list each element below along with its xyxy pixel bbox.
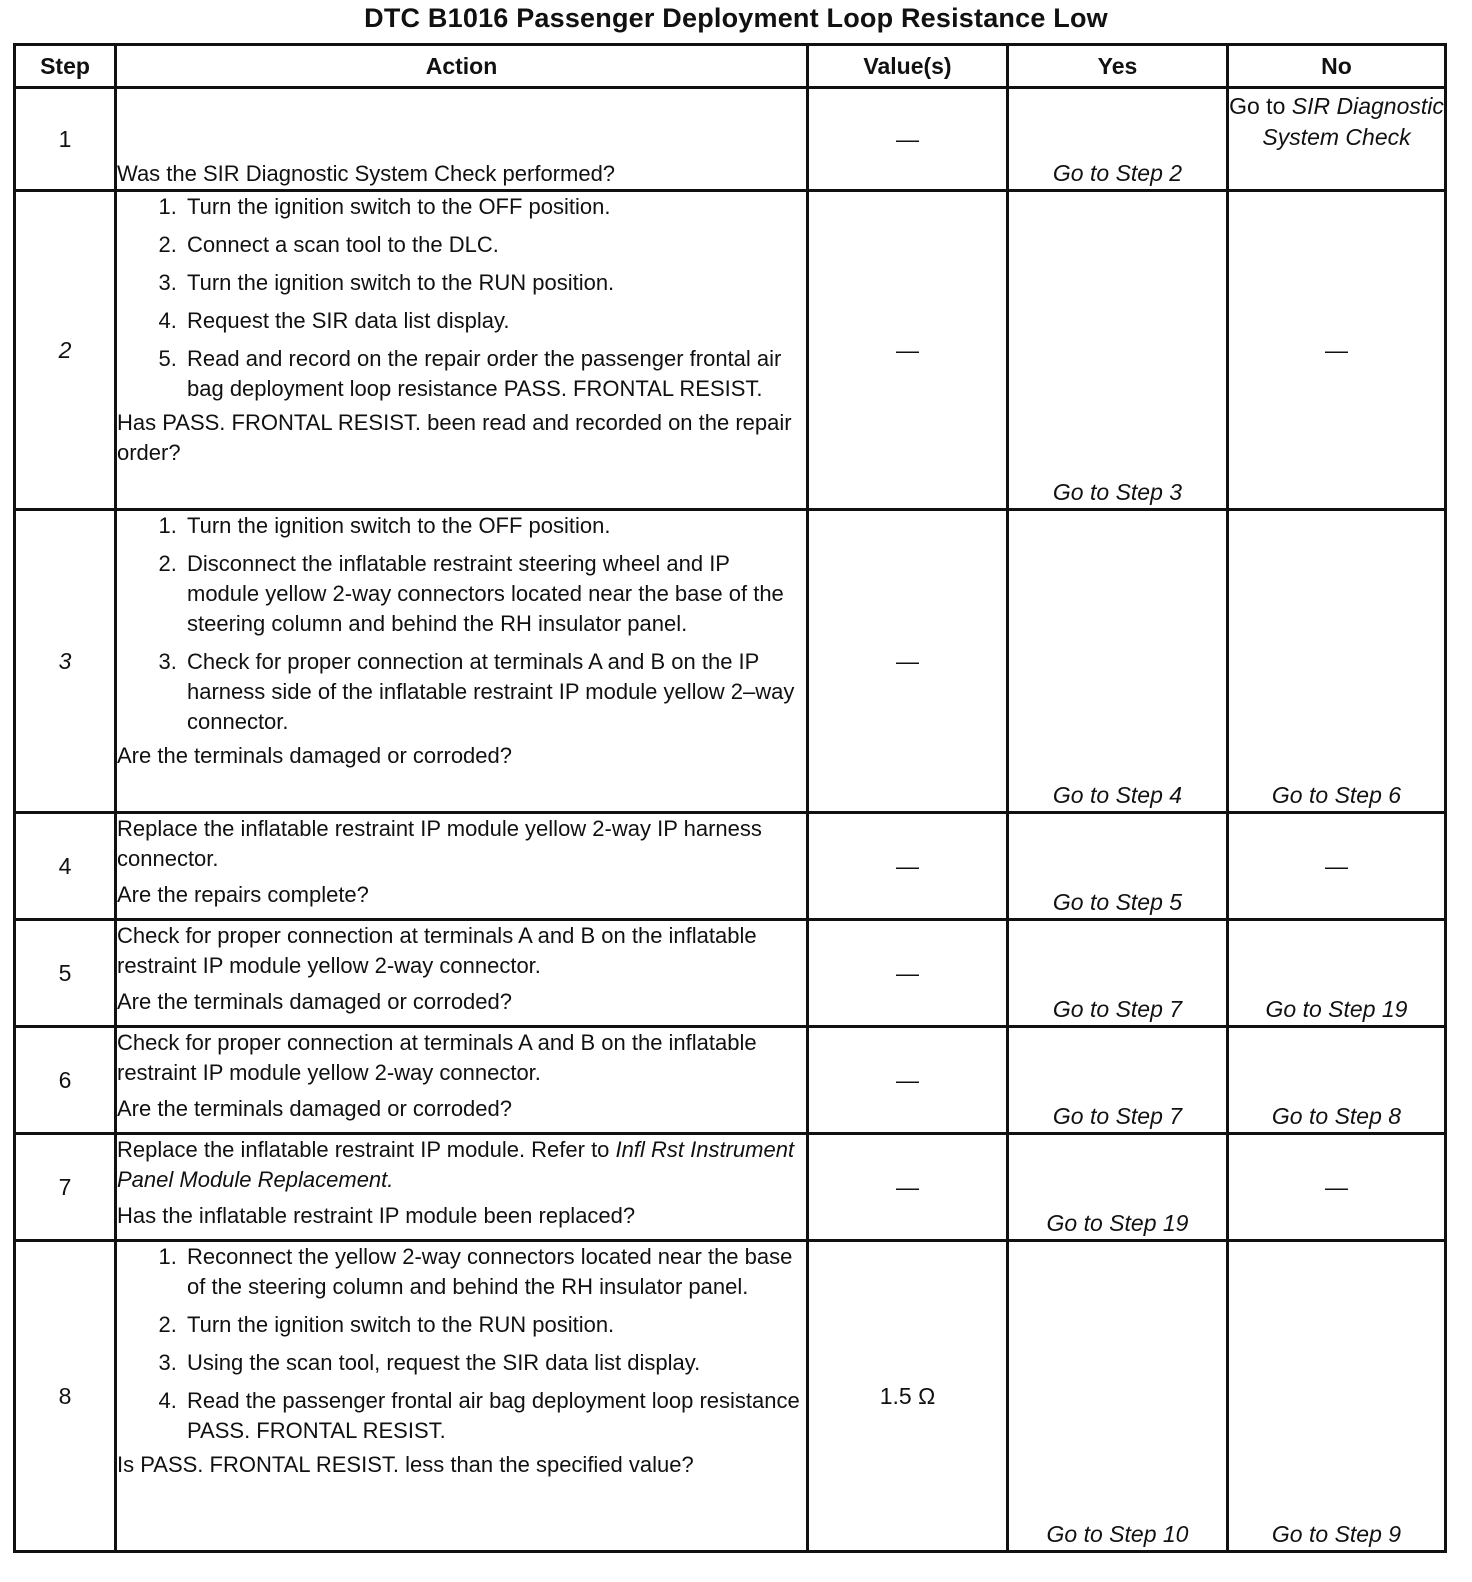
step-number: 1 [15, 88, 116, 191]
yes-cell[interactable]: Go to Step 5 [1008, 813, 1228, 920]
no-cell[interactable]: Go to Step 9 [1228, 1241, 1446, 1552]
step-number: 3 [15, 510, 116, 813]
action-step-item: 1. Turn the ignition switch to the OFF position. [183, 192, 806, 222]
value-cell: — [808, 920, 1008, 1027]
header-action: Action [116, 45, 808, 88]
action-question: Are the terminals damaged or corroded? [117, 1096, 512, 1121]
action-question: Was the SIR Diagnostic System Check performed? [117, 161, 616, 186]
step-number: 8 [15, 1241, 116, 1552]
action-step-item: 1. Turn the ignition switch to the OFF position. [183, 511, 806, 541]
yes-cell[interactable]: Go to Step 10 [1008, 1241, 1228, 1552]
step-number: 6 [15, 1027, 116, 1134]
no-cell-link[interactable]: SIR Diagnostic System Check [1262, 93, 1444, 150]
action-cell [116, 191, 808, 510]
step-number: 2 [15, 191, 116, 510]
action-steps-list [117, 192, 806, 404]
yes-cell[interactable]: Go to Step 2 [1008, 88, 1228, 191]
header-value: Value(s) [808, 45, 1008, 88]
action-text-main: Replace the inflatable restraint IP module. Refer to [117, 1137, 616, 1162]
value-cell: 1.5 Ω [808, 1241, 1008, 1552]
table-row-step-8 [15, 1241, 1446, 1552]
header-step: Step [15, 45, 116, 88]
action-cell [116, 510, 808, 813]
table-row-step-5 [15, 920, 1446, 1027]
value-cell: — [808, 1027, 1008, 1134]
value-cell: — [808, 1134, 1008, 1241]
yes-cell[interactable]: Go to Step 4 [1008, 510, 1228, 813]
yes-cell[interactable]: Go to Step 19 [1008, 1134, 1228, 1241]
table-row-step-1 [15, 88, 1446, 191]
action-cell [116, 1241, 808, 1552]
action-text [117, 1135, 806, 1195]
no-cell[interactable]: Go to Step 19 [1228, 920, 1446, 1027]
action-step-item: 2. Turn the ignition switch to the RUN position. [183, 1310, 806, 1340]
step-number: 7 [15, 1134, 116, 1241]
action-cell [116, 1134, 808, 1241]
action-question: Are the terminals damaged or corroded? [117, 743, 512, 768]
no-cell[interactable] [1228, 88, 1446, 191]
table-row-step-7 [15, 1134, 1446, 1241]
action-cell [116, 813, 808, 920]
yes-cell[interactable]: Go to Step 3 [1008, 191, 1228, 510]
yes-cell[interactable]: Go to Step 7 [1008, 920, 1228, 1027]
diagnostic-table [13, 43, 1447, 1553]
action-text-reference[interactable]: Infl Rst Instrument Panel Module Replacement. [117, 1137, 795, 1192]
header-no: No [1228, 45, 1446, 88]
no-cell: — [1228, 191, 1446, 510]
action-steps-list [117, 511, 806, 737]
table-row-step-4 [15, 813, 1446, 920]
value-cell: — [808, 510, 1008, 813]
action-step-item: 3. Using the scan tool, request the SIR data list display. [183, 1348, 806, 1378]
action-cell [116, 1027, 808, 1134]
action-step-item: 3. Check for proper connection at terminals A and B on the IP harness side of the inflatable restraint IP module yellow 2–way connector. [183, 647, 806, 737]
action-step-item: 4. Request the SIR data list display. [183, 306, 806, 336]
action-steps-list [117, 1242, 806, 1446]
action-question: Has the inflatable restraint IP module been replaced? [117, 1203, 636, 1228]
value-cell: — [808, 813, 1008, 920]
action-question: Has PASS. FRONTAL RESIST. been read and recorded on the repair order? [117, 410, 792, 465]
table-row-step-6 [15, 1027, 1446, 1134]
step-number: 5 [15, 920, 116, 1027]
step-number: 4 [15, 813, 116, 920]
header-yes: Yes [1008, 45, 1228, 88]
page-title: DTC B1016 Passenger Deployment Loop Resistance Low [364, 3, 1108, 33]
table-row-step-2 [15, 191, 1446, 510]
value-cell: — [808, 88, 1008, 191]
value-cell: — [808, 191, 1008, 510]
header-row [15, 45, 1446, 88]
action-step-item: 4. Read the passenger frontal air bag deployment loop resistance PASS. FRONTAL RESIST. [183, 1386, 806, 1446]
no-cell: — [1228, 1134, 1446, 1241]
action-question: Is PASS. FRONTAL RESIST. less than the specified value? [117, 1452, 694, 1477]
action-step-item: 2. Connect a scan tool to the DLC. [183, 230, 806, 260]
no-cell[interactable]: Go to Step 8 [1228, 1027, 1446, 1134]
table-row-step-3 [15, 510, 1446, 813]
action-text: Check for proper connection at terminals A and B on the inflatable restraint IP module yellow 2-way connector. [117, 1030, 757, 1085]
no-cell: — [1228, 813, 1446, 920]
action-step-item: 3. Turn the ignition switch to the RUN position. [183, 268, 806, 298]
yes-cell[interactable]: Go to Step 7 [1008, 1027, 1228, 1134]
no-cell-prefix: Go to [1229, 93, 1292, 119]
action-cell [116, 920, 808, 1027]
action-question: Are the terminals damaged or corroded? [117, 989, 512, 1014]
action-text: Check for proper connection at terminals A and B on the inflatable restraint IP module yellow 2-way connector. [117, 923, 757, 978]
action-step-item: 1. Reconnect the yellow 2-way connectors located near the base of the steering column and behind the RH insulator panel. [183, 1242, 806, 1302]
action-cell [116, 88, 808, 191]
action-question: Are the repairs complete? [117, 882, 369, 907]
action-text: Replace the inflatable restraint IP module yellow 2-way IP harness connector. [117, 816, 762, 871]
action-step-item: 2. Disconnect the inflatable restraint steering wheel and IP module yellow 2-way connectors located near the base of the steering column and behind the RH insulator panel. [183, 549, 806, 639]
no-cell[interactable]: Go to Step 6 [1228, 510, 1446, 813]
action-step-item: 5. Read and record on the repair order the passenger frontal air bag deployment loop resistance PASS. FRONTAL RESIST. [183, 344, 806, 404]
